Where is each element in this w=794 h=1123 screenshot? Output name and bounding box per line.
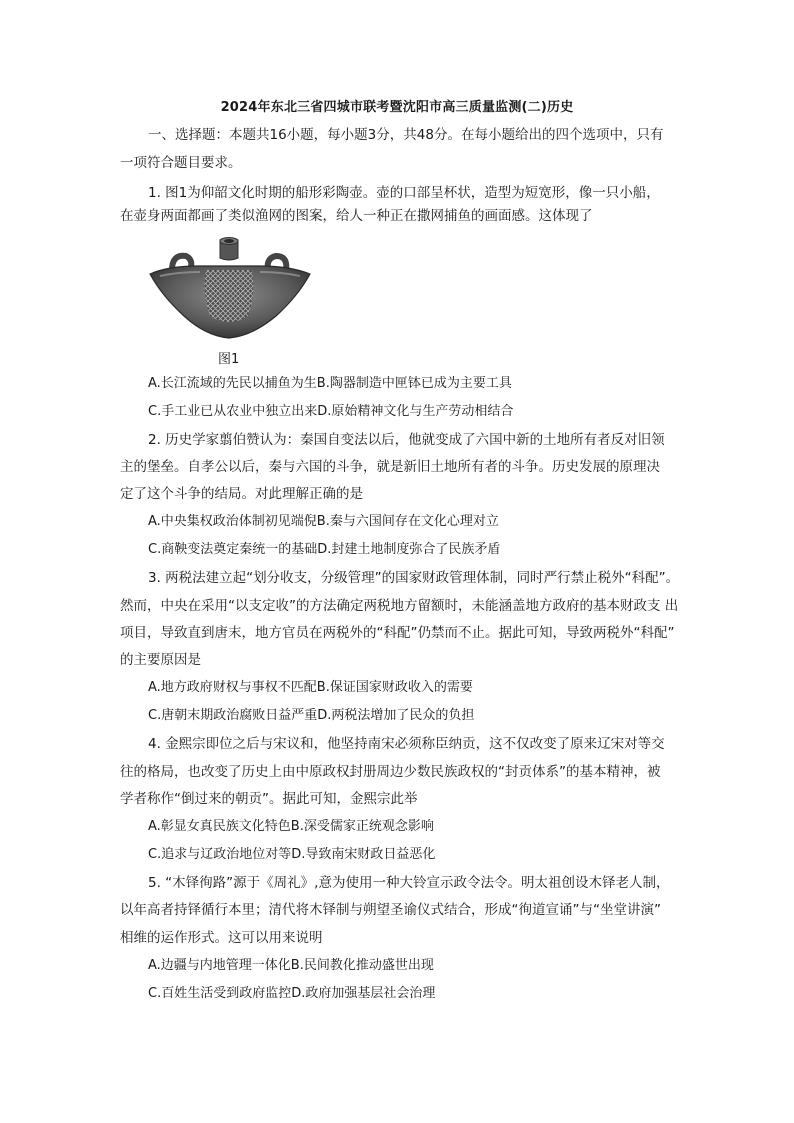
q3-stem-line-2: 然而，中央在采用“以支定收”的方法确定两税地方留额时，未能涵盖地方政府的基本财政支 出 <box>120 598 679 614</box>
q2-options-line-1: A.中央集权政治体制初见端倪B.秦与六国间存在文化心理对立 <box>148 514 499 529</box>
q3-options-line-2: C.唐朝末期政治腐败日益严重D.两税法增加了民众的负担 <box>148 708 475 723</box>
q2-stem-line-3: 定了这个斗争的结局。对此理解正确的是 <box>120 486 363 502</box>
q2-stem-line-1: 2. 历史学家翦伯赞认为：秦国自变法以后，他就变成了六国中新的土地所有者反对旧领 <box>148 432 665 448</box>
q3-stem-line-1: 3. 两税法建立起“划分收支，分级管理”的国家财政管理体制，同时严行禁止税外“科配”。 <box>148 570 680 586</box>
q4-stem-line-3: 学者称作“倒过来的朝贡”。据此可知，金熙宗此举 <box>120 791 418 807</box>
q3-stem-line-3: 项目，导致直到唐末，地方官员在两税外的“科配”仍禁而不止。据此可知，导致两税外“科配” <box>120 625 675 641</box>
q4-options-line-2: C.追求与辽政治地位对等D.导致南宋财政日益恶化 <box>148 847 436 862</box>
q5-stem-line-3: 相维的运作形式。这可以用来说明 <box>120 930 323 946</box>
q2-options-line-2: C.商鞅变法奠定秦统一的基础D.封建土地制度弥合了民族矛盾 <box>148 542 501 557</box>
q3-stem-line-4: 的主要原因是 <box>120 652 201 668</box>
q4-stem-line-1: 4. 金熙宗即位之后与宋议和，他坚持南宋必须称臣纳贡，这不仅改变了原来辽宋对等交 <box>148 736 665 752</box>
q3-options-line-1: A.地方政府财权与事权不匹配B.保证国家财政收入的需要 <box>148 680 473 695</box>
q4-options-line-1: A.彰显女真民族文化特色B.深受儒家正统观念影响 <box>148 819 434 834</box>
q2-stem-line-2: 主的堡垒。自孝公以后，秦与六国的斗争，就是新旧土地所有者的斗争。历史发展的原理决 <box>120 459 660 475</box>
section-heading-line-1: 一、选择题：本题共16小题，每小题3分，共48分。在每小题给出的四个选项中，只有 <box>148 127 664 143</box>
figure-1-pottery-pot <box>148 236 312 344</box>
page-title: 2024年东北三省四城市联考暨沈阳市高三质量监测(二)历史 <box>220 100 574 115</box>
q5-options-line-2: C.百姓生活受到政府监控D.政府加强基层社会治理 <box>148 986 436 1001</box>
q4-stem-line-2: 往的格局，也改变了历史上由中原政权封册周边少数民族政权的“封贡体系”的基本精神，被 <box>120 764 661 780</box>
pottery-pot-icon <box>148 236 312 344</box>
q5-stem-line-1: 5. “木铎徇路”源于《周礼》,意为使用一种大铃宣示政令法令。明太祖创设木铎老人制， <box>148 875 670 891</box>
q1-stem-line-2: 在壶身两面都画了类似渔网的图案，给人一种正在撒网捕鱼的画面感。这体现了 <box>120 208 593 224</box>
q1-options-line-2: C.手工业已从农业中独立出来D.原始精神文化与生产劳动相结合 <box>148 404 514 419</box>
q1-stem-line-1: 1. 图1为仰韶文化时期的船形彩陶壶。壶的口部呈杯状，造型为短宽形，像一只小船， <box>148 185 660 201</box>
q1-options-line-1: A.长江流域的先民以捕鱼为生B.陶器制造中匣钵已成为主要工具 <box>148 376 512 391</box>
q5-options-line-1: A.边疆与内地管理一体化B.民间教化推动盛世出现 <box>148 958 434 973</box>
section-heading-line-2: 一项符合题目要求。 <box>120 155 242 171</box>
figure-1-caption: 图1 <box>218 352 240 367</box>
q5-stem-line-2: 以年高者持铎循行本里；清代将木铎制与朔望圣谕仪式结合，形成“徇道宣诵”与“坐堂讲演” <box>120 902 661 918</box>
